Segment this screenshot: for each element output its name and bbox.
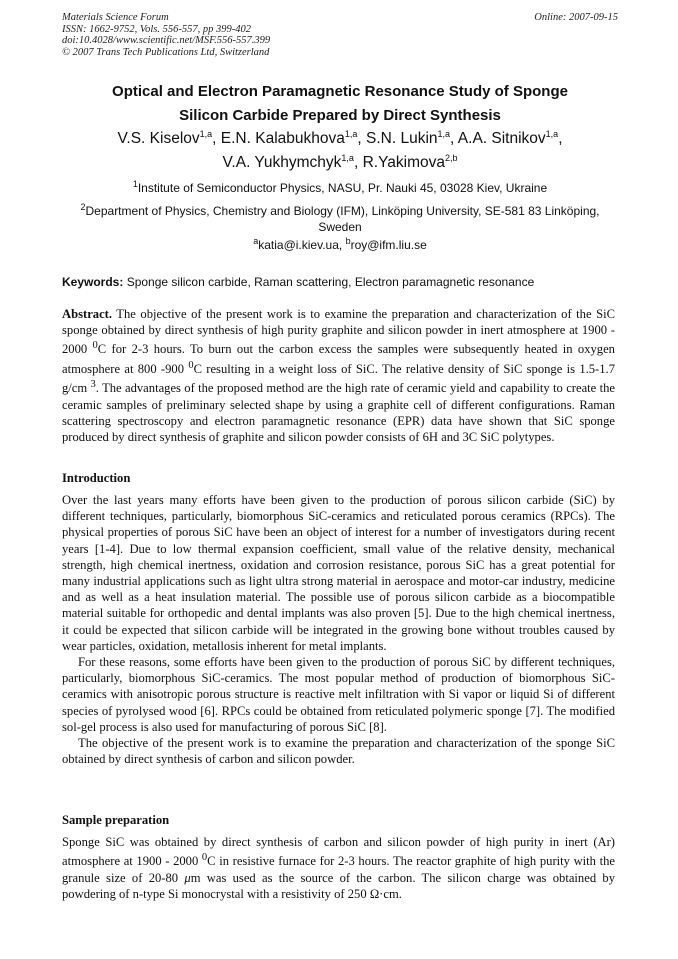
superscript: 0 [201,852,208,864]
author-name: A.A. Sitnikov [457,130,546,147]
author-affiliation-mark: 1,a [199,128,213,139]
author-separator: , [212,130,221,147]
introduction-paragraph-3: The objective of the present work is to examine the preparation and characterization of the sponge SiC obtained by direct synthesis of carbon and silicon powder. [62,736,615,767]
sample-preparation-section [62,834,615,902]
author-name: V.A. Yukhymchyk [222,154,342,171]
introduction-paragraph-1: Over the last years many efforts have been given to the production of porous silicon carbide (SiC) by different techniques, particularly, biomorphous SiC-ceramics and reticulated porous ceramics (RPCs). The physical properties of porous SiC have been an object of interest for a number of investigators during recent years [1-4]. Due to low thermal expansion coefficient, small value of the relative density, mechanical strength, high chemical inertness, oxidation and corrosion resistance, porous SiC has a great potential for many industrial applications such as light ultra strong material in aerospace and motor-car industry, medicine and as well as a heat insulation material. The possible use of porous silicon carbide as a biocompatible material suitable for orthopedic and dental implants was also proven [5]. Due to the high chemical inertness, it could be expected that silicon carbide will be integrated in the growing bone without troubles caused by wear particles, oxidation, metallosis inherent for metal implants. [62,493,615,653]
sample-text: m was used as the source of the carbon. The silicon charge was obtained by powdering of n-type Si monocrystal with a resistivity of 250 [62,870,615,901]
title-line-2: Silicon Carbide Prepared by Direct Synthesis [179,107,501,124]
superscript: 3 [90,379,96,391]
author-affiliation-mark: 1,a [344,128,358,139]
author-separator: , [450,130,458,147]
doi-line: doi:10.4028/www.scientific.net/MSF.556-557.399 [62,35,271,47]
email-mark: a [253,236,259,246]
keywords-label: Keywords: [62,275,124,289]
abstract-paragraph [62,306,615,445]
superscript: 0 [188,359,194,371]
introduction-heading: Introduction [62,471,131,485]
sample-preparation-heading: Sample preparation [62,813,170,827]
email-a[interactable]: katia@i.kiev.ua, [258,238,346,252]
author-affiliation-mark: 1,a [341,152,354,163]
author-separator: , [353,154,363,171]
superscript: 0 [92,340,98,352]
sample-text: C in resistive furnace for 2-3 hours. The reactor graphite of high purity with the granule size of 20-80 [62,854,615,885]
author-list [40,127,640,175]
abstract-text: C resulting in a weight loss of SiC. The relative density of SiC sponge is 1.5-1.7 g/cm [62,361,615,396]
sample-text: ·cm. [379,886,402,901]
author-affiliation-mark: 1,a [545,128,559,139]
introduction-section [62,492,615,767]
author-name: R.Yakimova [362,154,445,171]
authors-line-2 [40,151,640,175]
issn-line: ISSN: 1662-9752, Vols. 556-557, pp 399-402 [62,23,251,35]
affiliation-text: Department of Physics, Chemistry and Biology (IFM), Linköping University, SE-581 83 Linköping, [85,204,600,218]
author-affiliation-mark: 2,b [444,152,458,163]
introduction-paragraph-2: For these reasons, some efforts have been given to the production of porous SiC by different techniques, particularly, biomorphous SiC-ceramics. The most popular method of production of biomorphous SiC-ceramics with anisotropic porous structure is reactive melt infiltration with Si vapor or liquid Si of different species of pyrolysed wood [6]. RPCs could be obtained from reticulated polymeric sponge [7]. The modified sol-gel process is also used for manufacturing of porous SiC [8]. [62,655,615,734]
author-name: E.N. Kalabukhova [220,130,345,147]
author-name: V.S. Kiselov [117,130,200,147]
abstract-text: . The advantages of the proposed method are the high rate of ceramic yield and capability to create the ceramic samples of preliminary selected shape by using a graphite cell of different configurations. Raman scattering spectroscopy and electron paramagnetic resonance (EPR) data have shown that SiC sponge produced by direct synthesis of graphite and silicon powder consists of 6H and 3C SiC polytypes. [62,381,615,444]
email-mark: b [345,236,351,246]
mu-symbol: μ [184,870,191,885]
abstract-text: C for 2-3 hours. To burn out the carbon excess the samples were subsequently heated in oxygen atmosphere at 800 -900 [62,342,615,376]
paper-title [40,80,640,128]
author-emails [62,237,618,253]
abstract-text: The objective of the present work is to examine the preparation and characterization of the SiC sponge obtained by direct synthesis of high purity graphite and silicon powder in inert atmosphere at 1900 - 2000 [62,307,615,357]
sample-text: Sponge SiC was obtained by direct synthesis of carbon and silicon powder of high purity in inert (Ar) atmosphere at 1900 - 2000 [62,835,615,869]
abstract-label: Abstract. [62,307,113,321]
author-separator: , [558,130,563,147]
affiliation-text: Institute of Semiconductor Physics, NASU, Pr. Nauki 45, 03028 Kiev, Ukraine [137,181,548,195]
keywords-text: Sponge silicon carbide, Raman scattering, Electron paramagnetic resonance [123,275,535,289]
copyright-line: © 2007 Trans Tech Publications Ltd, Switzerland [62,46,270,58]
title-line-1: Optical and Electron Paramagnetic Resonance Study of Sponge [112,83,568,100]
affiliation-number: 1 [132,179,138,189]
omega-symbol: Ω [369,886,380,901]
author-separator: , [357,130,366,147]
affiliation-number: 2 [80,202,86,212]
affiliation-1 [62,180,618,196]
keywords [62,274,622,290]
journal-header [62,12,618,58]
online-date: Online: 2007-09-15 [534,12,618,23]
journal-name: Materials Science Forum [62,12,169,23]
author-affiliation-mark: 1,a [437,128,451,139]
affiliation-text-cont: Sweden [318,220,362,234]
authors-line-1 [40,127,640,151]
sample-preparation-paragraph [62,834,615,902]
email-b[interactable]: roy@ifm.liu.se [350,238,427,252]
abstract [62,306,615,445]
affiliation-2 [62,203,618,235]
author-name: S.N. Lukin [366,130,438,147]
